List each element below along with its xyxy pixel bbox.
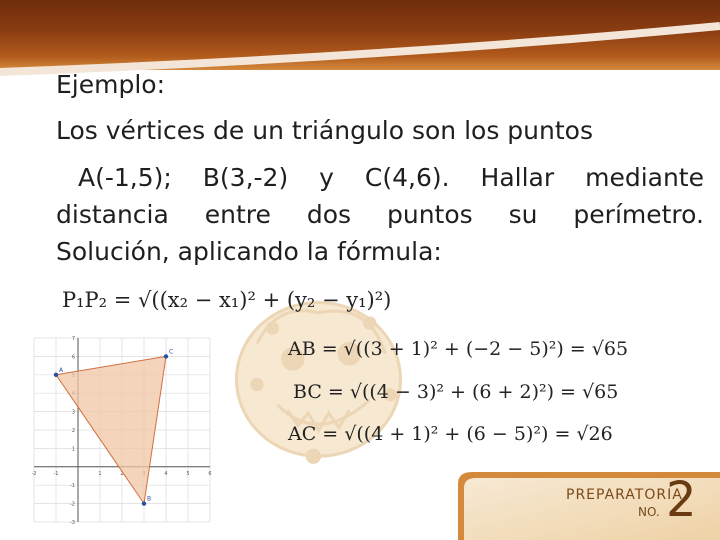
word: dos xyxy=(306,200,352,229)
word: B(3,-2) xyxy=(202,163,289,192)
heading-ejemplo: Ejemplo: xyxy=(56,70,166,99)
branding-name: PREPARATORIA xyxy=(566,487,683,503)
y-tick-label: -2 xyxy=(70,501,75,508)
y-tick-label: 3 xyxy=(71,409,75,416)
y-tick-label: 7 xyxy=(71,336,75,342)
y-tick-label: 6 xyxy=(71,354,75,361)
equation-ab: AB = √((3 + 1)² + (−2 − 5)²) = √65 xyxy=(288,338,629,360)
equation-ac: AC = √((4 + 1)² + (6 − 5)²) = √26 xyxy=(288,423,613,445)
problem-line-2 xyxy=(56,200,704,230)
problem-line-1 xyxy=(78,163,704,193)
x-tick-label: -2 xyxy=(31,470,37,477)
word: perímetro. xyxy=(573,200,704,229)
point-a xyxy=(54,373,58,377)
x-tick-label: 4 xyxy=(164,470,168,477)
x-tick-label: 2 xyxy=(120,470,124,477)
y-tick-label: 2 xyxy=(71,428,75,434)
word: mediante xyxy=(585,163,704,192)
word: A(-1,5); xyxy=(78,163,172,192)
distance-formula: P₁P₂ = √((x₂ − x₁)² + (y₂ − y₁)²) xyxy=(62,288,392,312)
branding-number: 2 xyxy=(666,472,697,528)
x-tick-label: -1 xyxy=(53,470,59,477)
word: su xyxy=(508,200,538,229)
word: puntos xyxy=(386,200,473,229)
point-label-c: C xyxy=(169,348,174,356)
triangle-plot xyxy=(26,332,218,528)
point-label-b: B xyxy=(147,495,152,503)
y-tick-label: -3 xyxy=(70,520,75,526)
branding-abbrev: NO. xyxy=(638,505,660,519)
word: distancia xyxy=(56,200,169,229)
x-tick-label: 5 xyxy=(186,470,190,477)
solution-line: Solución, aplicando la fórmula: xyxy=(56,237,442,266)
point-label-a: A xyxy=(59,366,64,374)
x-tick-label: 6 xyxy=(208,470,212,477)
word: C(4,6). xyxy=(364,163,450,192)
intro-line: Los vértices de un triángulo son los puntos xyxy=(56,116,593,145)
word: y xyxy=(319,163,334,192)
x-tick-label: 1 xyxy=(98,470,102,477)
point-b xyxy=(142,501,146,505)
word: entre xyxy=(204,200,271,229)
point-c xyxy=(164,354,168,358)
equation-bc: BC = √((4 − 3)² + (6 + 2)²) = √65 xyxy=(293,381,619,403)
y-tick-label: -1 xyxy=(70,483,75,490)
y-tick-label: 1 xyxy=(71,446,75,453)
word: Hallar xyxy=(480,163,555,192)
